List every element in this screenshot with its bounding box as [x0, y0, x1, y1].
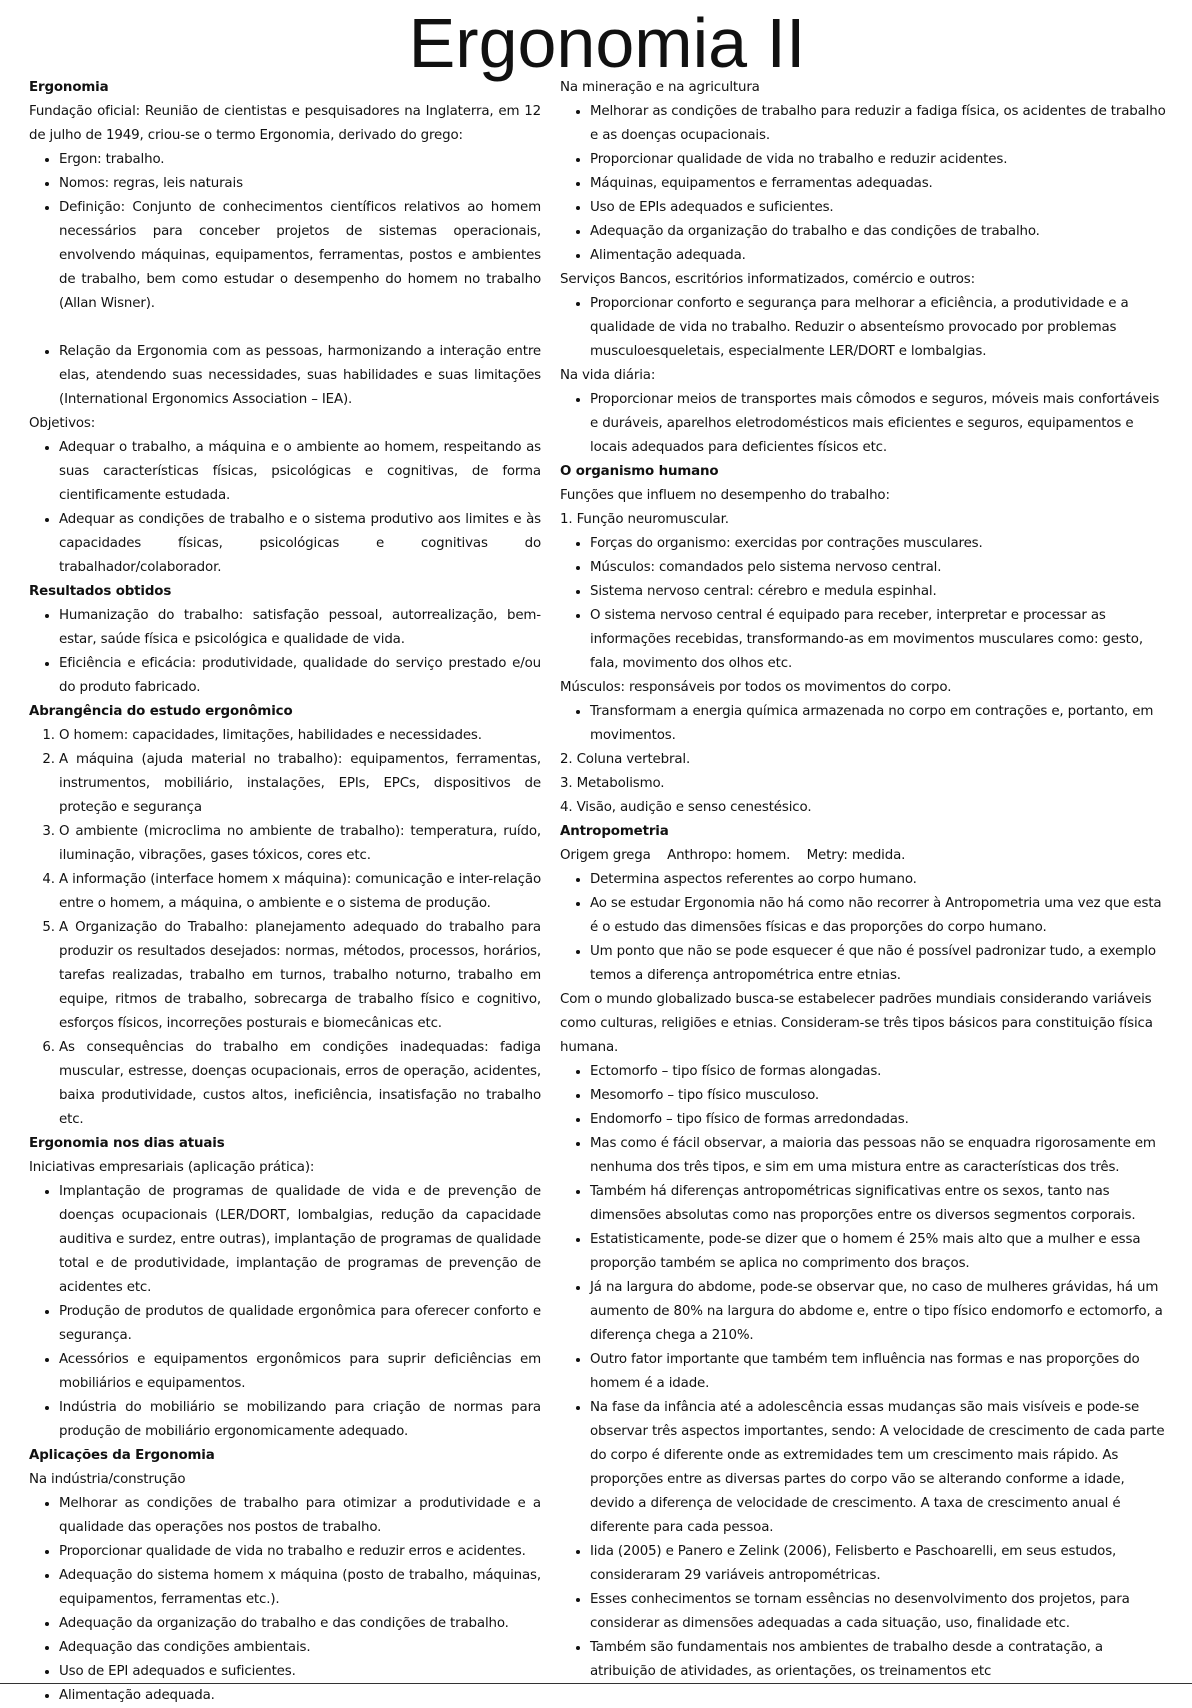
- list-item: • Mesomorfo – tipo físico musculoso.: [590, 1084, 1168, 1108]
- label-servicos: Serviços Bancos, escritórios informatizados, comércio e outros:: [560, 272, 975, 287]
- list-item: • Também há diferenças antropométricas significativas entre os sexos, tanto nas dimensões absolutas como nas proporções entre os diversos segmentos corporais.: [590, 1180, 1168, 1228]
- list-item: • Melhorar as condições de trabalho para otimizar a produtividade e a qualidade das operações nos postos de trabalho.: [59, 1492, 541, 1540]
- list-item: 4. A informação (interface homem x máquina): comunicação e inter-relação entre o homem, a máquina, o ambiente e o sistema de produção.: [59, 868, 541, 916]
- list-item: • Também são fundamentais nos ambientes de trabalho desde a contratação, a atribuição de atividades, as orientações, os treinamentos etc: [590, 1636, 1168, 1684]
- label-objetivos: Objetivos:: [29, 416, 96, 431]
- section-heading-aplicacoes: Aplicações da Ergonomia: [29, 1448, 215, 1463]
- right-column: [560, 76, 1168, 1684]
- list-item: • Humanização do trabalho: satisfação pessoal, autorrealização, bem-estar, saúde física e psicológica e qualidade de vida.: [59, 604, 541, 652]
- footer-divider: [0, 1683, 1192, 1684]
- list-item: • Proporcionar qualidade de vida no trabalho e reduzir erros e acidentes.: [59, 1540, 541, 1564]
- list-item: • Músculos: comandados pelo sistema nervoso central.: [590, 556, 1168, 580]
- list-antropometria: [560, 868, 1168, 988]
- list-item: • Melhorar as condições de trabalho para reduzir a fadiga física, os acidentes de trabalho e as doenças ocupacionais.: [590, 100, 1168, 148]
- label-industria: Na indústria/construção: [29, 1472, 186, 1487]
- list-item: • Máquinas, equipamentos e ferramentas adequadas.: [590, 172, 1168, 196]
- list-item: • Relação da Ergonomia com as pessoas, harmonizando a interação entre elas, atendendo suas necessidades, suas habilidades e suas limitações (International Ergonomics Association – IEA).: [59, 340, 541, 412]
- list-item: • Eficiência e eficácia: produtividade, qualidade do serviço prestado e/ou do produto fabricado.: [59, 652, 541, 700]
- list-industria: [29, 1492, 541, 1708]
- list-item: • Adequar as condições de trabalho e o sistema produtivo aos limites e às capacidades físicas, psicológicas e cognitivas do trabalhador/colaborador.: [59, 508, 541, 580]
- label-funcao-2: 2. Coluna vertebral.: [560, 752, 691, 767]
- section-heading-dias-atuais: Ergonomia nos dias atuais: [29, 1136, 225, 1151]
- list-fundacao: [29, 148, 541, 316]
- section-heading-organismo: O organismo humano: [560, 464, 719, 479]
- page-title: Ergonomia II: [408, 4, 806, 82]
- list-item: • Mas como é fácil observar, a maioria das pessoas não se enquadra rigorosamente em nenhuma dos três tipos, e sim em uma mistura entre as características dos três.: [590, 1132, 1168, 1180]
- section-heading-antropometria: Antropometria: [560, 824, 669, 839]
- list-item: • Proporcionar conforto e segurança para melhorar a eficiência, a produtividade e a qualidade de vida no trabalho. Reduzir o absenteísmo provocado por problemas musculoesqueletais, especialmente LER/DORT e lombalgias.: [590, 292, 1168, 364]
- list-objetivos: [29, 436, 541, 580]
- paragraph-fundacao: Fundação oficial: Reunião de cientistas e pesquisadores na Inglaterra, em 12 de julho de 1949, criou-se o termo Ergonomia, derivado do grego:: [29, 104, 541, 143]
- list-item: • Transformam a energia química armazenada no corpo em contrações e, portanto, em movimentos.: [590, 700, 1168, 748]
- list-item: • Ergon: trabalho.: [59, 148, 541, 172]
- list-vida-diaria: [560, 388, 1168, 460]
- list-item: • Ectomorfo – tipo físico de formas alongadas.: [590, 1060, 1168, 1084]
- list-item: 3. O ambiente (microclima no ambiente de trabalho): temperatura, ruído, iluminação, vibrações, gases tóxicos, cores etc.: [59, 820, 541, 868]
- list-item: • Adequação das condições ambientais.: [59, 1636, 541, 1660]
- section-heading-resultados: Resultados obtidos: [29, 584, 172, 599]
- list-item: • Outro fator importante que também tem influência nas formas e nas proporções do homem é a idade.: [590, 1348, 1168, 1396]
- section-heading-ergonomia: Ergonomia: [29, 80, 109, 95]
- label-mineracao: Na mineração e na agricultura: [560, 80, 760, 95]
- list-item: • Nomos: regras, leis naturais: [59, 172, 541, 196]
- list-item: • Proporcionar qualidade de vida no trabalho e reduzir acidentes.: [590, 148, 1168, 172]
- list-item: • Alimentação adequada.: [590, 244, 1168, 268]
- list-item: • Endomorfo – tipo físico de formas arredondadas.: [590, 1108, 1168, 1132]
- list-item: 2. A máquina (ajuda material no trabalho): equipamentos, ferramentas, instrumentos, mobiliário, instalações, EPIs, EPCs, dispositivos de proteção e segurança: [59, 748, 541, 820]
- list-item: • Iida (2005) e Panero e Zelink (2006), Felisberto e Paschoarelli, em seus estudos, consideraram 29 variáveis antropométricas.: [590, 1540, 1168, 1588]
- section-heading-abrangencia: Abrangência do estudo ergonômico: [29, 704, 293, 719]
- list-item: • Adequação do sistema homem x máquina (posto de trabalho, máquinas, equipamentos, ferramentas etc.).: [59, 1564, 541, 1612]
- list-item: • Um ponto que não se pode esquecer é que não é possível padronizar tudo, a exemplo temos a diferença antropométrica entre etnias.: [590, 940, 1168, 988]
- list-item: • Sistema nervoso central: cérebro e medula espinhal.: [590, 580, 1168, 604]
- spacer: [29, 316, 541, 340]
- list-item: • Na fase da infância até a adolescência essas mudanças são mais visíveis e pode-se observar três aspectos importantes, sendo: A velocidade de crescimento de cada parte do corpo é diferente onde as extremidades tem um crescimento mais rápido. As proporções entre as diversas partes do corpo vão se alterando conforme a idade, devido a diferença de velocidade de crescimento. A taxa de crescimento anual é diferente para cada pessoa.: [590, 1396, 1168, 1540]
- list-item: • Forças do organismo: exercidas por contrações musculares.: [590, 532, 1168, 556]
- list-item: • Acessórios e equipamentos ergonômicos para suprir deficiências em mobiliários e equipamentos.: [59, 1348, 541, 1396]
- list-item: • Adequar o trabalho, a máquina e o ambiente ao homem, respeitando as suas características físicas, psicológicas e cognitivas, de forma cientificamente estudada.: [59, 436, 541, 508]
- list-iniciativas: [29, 1180, 541, 1444]
- list-item: • Uso de EPIs adequados e suficientes.: [590, 196, 1168, 220]
- list-musculos: [560, 700, 1168, 748]
- list-item: 1. O homem: capacidades, limitações, habilidades e necessidades.: [59, 724, 541, 748]
- list-tipos: [560, 1060, 1168, 1684]
- list-item: • Já na largura do abdome, pode-se observar que, no caso de mulheres grávidas, há um aumento de 80% na largura do abdome e, entre o tipo físico endomorfo e ectomorfo, a diferença chega a 210%.: [590, 1276, 1168, 1348]
- list-item: • Indústria do mobiliário se mobilizando para criação de normas para produção de mobiliário ergonomicamente adequado.: [59, 1396, 541, 1444]
- list-item: • Alimentação adequada.: [59, 1684, 541, 1708]
- list-item: • Proporcionar meios de transportes mais cômodos e seguros, móveis mais confortáveis e duráveis, aparelhos eletrodomésticos mais eficientes e seguros, equipamentos e locais adequados para deficientes físicos etc.: [590, 388, 1168, 460]
- list-mineracao: [560, 100, 1168, 268]
- list-item: • Determina aspectos referentes ao corpo humano.: [590, 868, 1168, 892]
- label-vida-diaria: Na vida diária:: [560, 368, 656, 383]
- list-item: • Estatisticamente, pode-se dizer que o homem é 25% mais alto que a mulher e essa proporção também se aplica no comprimento dos braços.: [590, 1228, 1168, 1276]
- list-item: • Definição: Conjunto de conhecimentos científicos relativos ao homem necessários para conceber projetos de sistemas operacionais, envolvendo máquinas, equipamentos, ferramentas, postos e ambientes de trabalho, bem como estudar o desempenho do homem no trabalho (Allan Wisner).: [59, 196, 541, 316]
- list-item: • Implantação de programas de qualidade de vida e de prevenção de doenças ocupacionais (LER/DORT, lombalgias, redução da capacidade auditiva e surdez, entre outras), implantação de programas de qualidade total e de produtividade, implantação de programas de prevenção de acidentes etc.: [59, 1180, 541, 1300]
- list-item: • Produção de produtos de qualidade ergonômica para oferecer conforto e segurança.: [59, 1300, 541, 1348]
- list-abrangencia: [29, 724, 541, 1132]
- list-item: • Esses conhecimentos se tornam essências no desenvolvimento dos projetos, para considerar as dimensões adequadas a cada situação, uso, finalidade etc.: [590, 1588, 1168, 1636]
- list-relacao: [29, 340, 541, 412]
- list-item: 6. As consequências do trabalho em condições inadequadas: fadiga muscular, estresse, doenças ocupacionais, erros de operação, acidentes, baixa produtividade, custos altos, ineficiência, insatisfação no trabalho etc.: [59, 1036, 541, 1132]
- list-funcao-1: [560, 532, 1168, 676]
- label-iniciativas: Iniciativas empresariais (aplicação prática):: [29, 1160, 315, 1175]
- list-item: 5. A Organização do Trabalho: planejamento adequado do trabalho para produzir os resultados desejados: normas, métodos, processos, horários, tarefas realizadas, trabalho em turnos, trabalho noturno, trabalho em equipe, ritmos de trabalho, sobrecarga de trabalho físico e cognitivo, esforços físicos, incorreções posturais e biomecânicas etc.: [59, 916, 541, 1036]
- paragraph-globalizado: Com o mundo globalizado busca-se estabelecer padrões mundiais considerando variáveis como culturas, religiões e etnias. Consideram-se três tipos básicos para constituição física humana.: [560, 992, 1153, 1055]
- label-funcao-4: 4. Visão, audição e senso cenestésico.: [560, 800, 812, 815]
- list-item: • O sistema nervoso central é equipado para receber, interpretar e processar as informações recebidas, transformando-as em movimentos musculares como: gesto, fala, movimento dos olhos etc.: [590, 604, 1168, 676]
- list-item: • Adequação da organização do trabalho e das condições de trabalho.: [590, 220, 1168, 244]
- label-musculos: Músculos: responsáveis por todos os movimentos do corpo.: [560, 680, 952, 695]
- label-funcao-3: 3. Metabolismo.: [560, 776, 665, 791]
- label-funcao-1: 1. Função neuromuscular.: [560, 512, 729, 527]
- label-funcoes: Funções que influem no desempenho do trabalho:: [560, 488, 890, 503]
- list-item: • Adequação da organização do trabalho e das condições de trabalho.: [59, 1612, 541, 1636]
- list-item: • Uso de EPI adequados e suficientes.: [59, 1660, 541, 1684]
- left-column: [29, 76, 541, 1708]
- list-servicos: [560, 292, 1168, 364]
- paragraph-origem: Origem grega Anthropo: homem. Metry: medida.: [560, 848, 906, 863]
- list-item: • Ao se estudar Ergonomia não há como não recorrer à Antropometria uma vez que esta é o estudo das dimensões físicas e das proporções do corpo humano.: [590, 892, 1168, 940]
- list-resultados: [29, 604, 541, 700]
